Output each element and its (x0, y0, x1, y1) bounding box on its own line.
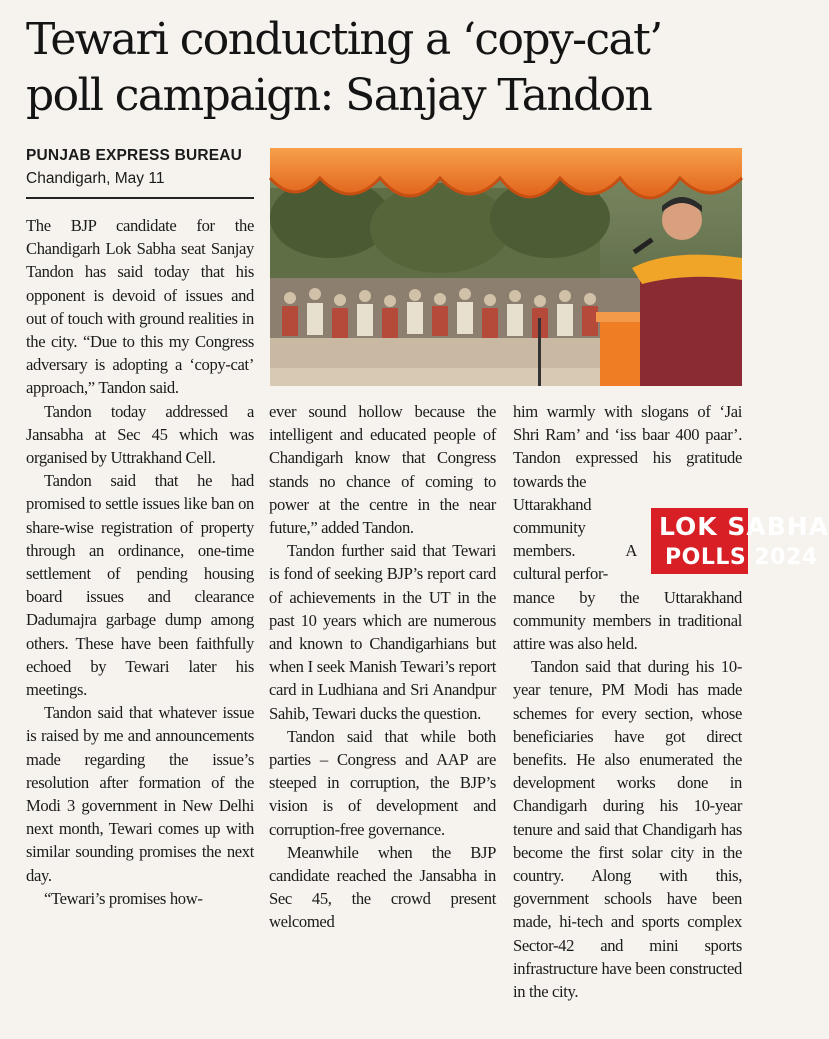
byline (26, 146, 242, 189)
paragraph-5-start: “Tewari’s promises how- (44, 888, 203, 908)
paragraph-4: Tandon said that whatever issue is raised by me and announcements made regarding the issue’s resolution after formation of the Modi 3 government in New Delhi next month, Tewari comes up with similar sounding promises the next day. (26, 703, 254, 885)
paragraph-8-end: mance by the Uttarakhand community members in traditional attire was also held. (513, 587, 742, 654)
badge-line-1: LOK SABHA (659, 512, 829, 541)
column-1 (26, 214, 254, 910)
paragraph-8-start: Meanwhile when the BJP candidate reached the Jansabha in Sec 45, the crowd present welcomed (269, 842, 496, 932)
column-2 (269, 400, 496, 934)
column-3 (513, 400, 742, 1003)
badge-line-2: POLLS 2024 (665, 545, 818, 570)
paragraph-1: The BJP candidate for the Chandigarh Lok Sabha seat Sanjay Tandon has said today that his opponent is devoid of issues and out of touch with ground realities in the city. “Due to this my Congress adversary is adopting a ‘copy-cat’ approach,” Tandon said. (26, 216, 254, 398)
paragraph-8-continued: him warmly with slogans of ‘Jai Shri Ram’ and ‘iss baar 400 paar’. Tandon expressed his gratitude towards the (513, 402, 742, 491)
paragraph-9: Tandon said that during his 10-year tenure, PM Modi has made schemes for every section, whose beneficiaries have got direct benefits. He also enumerated the development works done in Chandigarh during his 10-year tenure and said that Chandigarh has become the first solar city in the country. Along with this, government schools have been made, hi-tech and sports complex Sector-42 and mini sports infrastructure have been constructed in the city. (513, 657, 742, 1002)
headline: Tewari conducting a ‘copy-cat’ poll campaign: Sanjay Tandon (26, 14, 662, 121)
paragraph-8-wrap: Uttarakhand community members. A cultural perfor- (513, 494, 637, 584)
paragraph-2: Tandon today addressed a Jansabha at Sec 45 which was organised by Uttrakhand Cell. (26, 401, 254, 468)
bureau-name: PUNJAB EXPRESS BUREAU (26, 147, 243, 164)
paragraph-3: Tandon said that he had promised to settle issues like ban on share-wise registration of property through an ordinance, one-time settlement of pending housing board issues and clearance Dadumajra garbage dump among others. These have been faithfully echoed by Tewari later his meetings. (26, 471, 254, 700)
news-photo (270, 148, 742, 386)
paragraph-7: Tandon said that while both parties – Congress and AAP are steeped in corruption, the BJP’s vision is of development and corruption-free governance. (269, 726, 496, 839)
paragraph-6: Tandon further said that Tewari is fond of seeking BJP’s report card of achievements in the UT in the past 10 years which are numerous and known to Chandigarhians but when I seek Manish Tewari’s report card in Ludhiana and Sri Anandpur Sahib, Tewari ducks the question. (269, 541, 496, 723)
byline-rule (26, 197, 254, 199)
lok-sabha-polls-badge (651, 508, 829, 574)
paragraph-5-continued: ever sound hollow because the intelligent and educated people of Chandigarh know that Congress stands no chance of coming to power at the centre in the near future,” added Tandon. (269, 402, 496, 538)
dateline: Chandigarh, May 11 (26, 170, 165, 187)
